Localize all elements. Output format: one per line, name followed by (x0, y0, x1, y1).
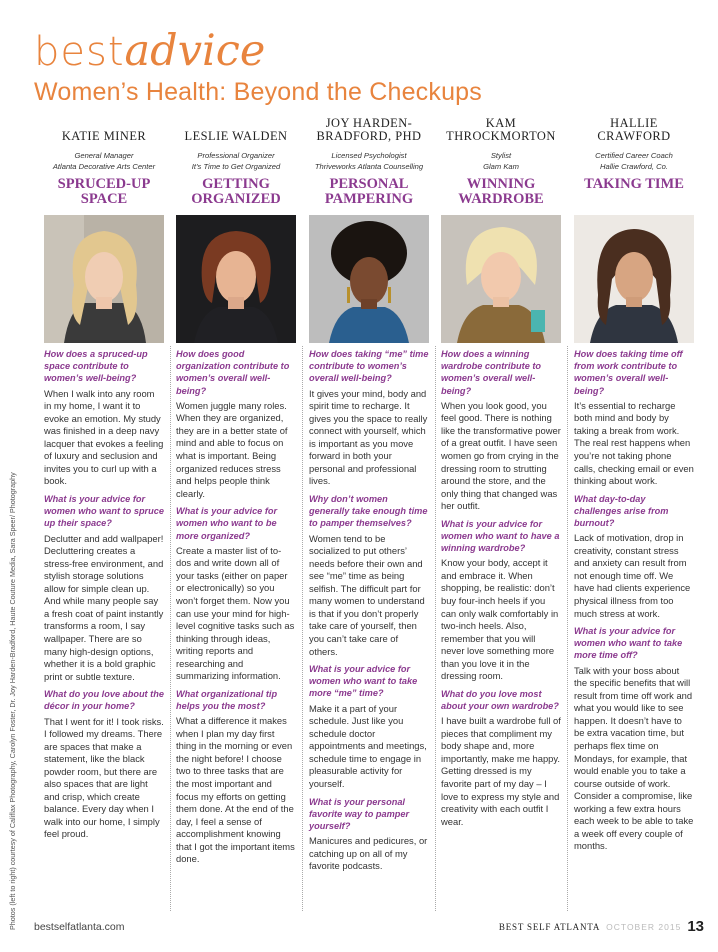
answer: Women tend to be socialized to put others’ needs before their own and see “me” time as being selfish. The difficult part for many women to understand is that if you don’t properly take care of yourself, then you can’t take care of others. (309, 532, 425, 657)
brand-italic: advice (124, 26, 266, 76)
answer: Lack of motivation, drop in creativity, constant stress and anxiety can result from not enough time off. We have had clients experience physical illness from too much stress at work. (574, 532, 691, 619)
question: What day-to-day challenges arise from burnout? (574, 493, 669, 529)
topic-heading: WINNING WARDROBE (458, 176, 544, 207)
question: Why don’t women generally take enough time to pamper themselves? (309, 493, 428, 529)
person-org: Atlanta Decorative Arts Center (52, 162, 156, 171)
question: What is your personal favorite way to pamper yourself? (309, 796, 410, 831)
question: What organizational tip helps you the most? (176, 688, 278, 712)
portrait-photo (44, 215, 164, 343)
website-link[interactable]: bestselfatlanta.com (34, 921, 125, 933)
portrait-photo (574, 215, 694, 343)
question: What is your advice for women who want to be more organized? (176, 506, 278, 541)
question: What is your advice for women who want to take more “me” time? (309, 664, 418, 699)
portrait-photo (441, 215, 561, 343)
person-org: Thriveworks Atlanta Counselling (314, 162, 424, 171)
answer: Create a master list of to-dos and write down all of your tasks (either on paper or electronically) so you won’t forget them. Now you can use your mind for high-level cognitive tasks such as thinking through ideas, writing reports and researching and summarizing information. (176, 544, 295, 682)
person-title: Licensed Psychologist (331, 151, 407, 160)
topic-heading: TAKING TIME (584, 176, 684, 192)
person-name: KATIE MINER (61, 129, 147, 143)
photo-credit: Photos (left to right) courtesy of Califlax Photography, Carolyn Foster, Dr. Joy Harden-Bradford, Haute Couture Media, Sara Speer/ Photography (8, 472, 17, 930)
question: How does taking time off from work contribute to women’s overall well-being? (574, 349, 683, 396)
answer: It’s essential to recharge both mind and body by taking a break from work. The real rest happens when you’re not taking phone calls, checking email or even thinking about work. (574, 399, 694, 487)
topic-heading: PERSONAL PAMPERING (324, 176, 414, 207)
page-footer (499, 918, 704, 935)
column-divider (170, 346, 171, 911)
person-name: LESLIE WALDEN (184, 129, 288, 143)
issue-date: OCTOBER 2015 (606, 921, 682, 932)
answer: I have built a wardrobe full of pieces that compliment my body shape and, more importantly, make me happy. Getting dressed is my favorite part of my day – I love to express my style and creativity with each outfit I wear. (441, 715, 561, 827)
publication-name: BEST SELF ATLANTA (498, 921, 601, 932)
portrait-photo (176, 215, 296, 343)
question: What is your advice for women who want to spruce up their space? (44, 493, 164, 529)
answer: When I walk into any room in my home, I want it to evoke an emotion. My study was finished in a deep navy lacquer that evokes a feeling of luxury and seclusion and invites you to curl up with a book. (44, 387, 164, 487)
question: How does good organization contribute to women’s overall well-being? (176, 349, 290, 396)
person-title: Professional Organizer (197, 151, 275, 160)
column-divider (567, 346, 568, 911)
question: What do you love about the décor in your home? (44, 689, 164, 712)
page-number: 13 (687, 918, 704, 935)
answer: It gives your mind, body and spirit time to recharge. It gives you the space to really connect with yourself, which is important as you move forward in both your personal and professional lives. (309, 387, 428, 487)
person-title: Certified Career Coach (595, 151, 673, 160)
person-org: It’s Time to Get Organized (191, 162, 281, 171)
column-joy-harden-bradford (309, 116, 429, 878)
answer: When you look good, you feel good. There is nothing like the transformative power of a great outfit. I have seen women go from crying in the dressing room to strutting around the store, and the only thing that changed was her outfit. (441, 399, 561, 512)
column-divider (302, 346, 303, 911)
brand-logo (34, 26, 265, 76)
article-body (309, 348, 429, 873)
answer: Know your body, accept it and embrace it. When shopping, be realistic: don’t buy four-inch heels if you can only walk comfortably in two-inch heels. Also, remember that you will never love something more than you love it in the dressing room. (441, 557, 559, 682)
answer: What a difference it makes when I plan my day first thing in the morning or even the night before! I choose two to three tasks that are the most important and focus my efforts on getting them done. At the end of the day, I feel a sense of accomplishment knowing that I got the important items done. (176, 715, 295, 865)
person-org: Glam Kam (483, 162, 519, 171)
answer: Women juggle many roles. When they are organized, they are in a better state of mind and able to focus on what is important. Being organized reduces stress and helps people think clearly. (176, 399, 288, 499)
person-org: Hallie Crawford, Co. (600, 162, 668, 171)
article-body (176, 348, 296, 866)
topic-heading: GETTING ORGANIZED (191, 176, 281, 207)
person-title: Stylist (490, 151, 512, 160)
article-body (574, 348, 694, 853)
portrait-photo (309, 215, 429, 343)
question: What do you love most about your own wardrobe? (441, 688, 559, 712)
answer: That I went for it! I took risks. I followed my dreams. There are spaces that make a statement, like the black powder room, but there are also spaces that are light and crisp, which create balance. Every day when I walk into our home, I simply feel proud. (44, 715, 164, 840)
question: What is your advice for women who want to have a winning wardrobe? (441, 518, 560, 554)
question: How does a spruced-up space contribute to women’s well-being? (44, 349, 148, 384)
page-subtitle: Women’s Health: Beyond the Checkups (34, 78, 482, 106)
column-kam-throckmorton (441, 116, 561, 833)
article-body (441, 348, 561, 828)
answer: Make it a part of your schedule. Just like you schedule doctor appointments and meetings, schedule time to engage in pleasurable activity for yourself. (309, 702, 427, 789)
article-body (44, 348, 164, 841)
column-hallie-crawford (574, 116, 694, 858)
column-katie-miner (44, 116, 164, 846)
column-divider (435, 346, 436, 911)
person-name: KAM THROCKMORTON (446, 116, 556, 143)
person-name: HALLIE CRAWFORD (597, 116, 671, 143)
answer: Talk with your boss about the specific benefits that will result from time off work and what you would like to see happen. It doesn’t have to be extra vacation time, but perhaps flex time on Mondays, for example, that would enable you to take a course outside of work. Consider a compromise, like working a few extra hours each week to be able to take a week off every couple of months. (574, 664, 694, 852)
answer: Manicures and pedicures, or catching up on all of my favorite podcasts. (309, 835, 428, 872)
question: What is your advice for women who want to take more time off? (574, 626, 683, 661)
person-name: JOY HARDEN-BRADFORD, PHD (316, 116, 422, 143)
topic-heading: SPRUCED-UP SPACE (57, 176, 151, 207)
person-title: General Manager (74, 151, 134, 160)
brand-light: best (34, 29, 125, 75)
column-leslie-walden (176, 116, 296, 871)
answer: Declutter and add wallpaper! Decluttering creates a stress-free environment, and stylish storage solutions allow for simple clean up. And while many people say a fresh coat of paint instantly transforms a room, I say wallpaper. There are so many high-design options, whether it is a bold graphic print or subtle texture. (44, 532, 164, 682)
question: How does taking “me” time contribute to women’s overall well-being? (309, 349, 429, 384)
question: How does a winning wardrobe contribute to women’s overall well-being? (441, 349, 542, 396)
